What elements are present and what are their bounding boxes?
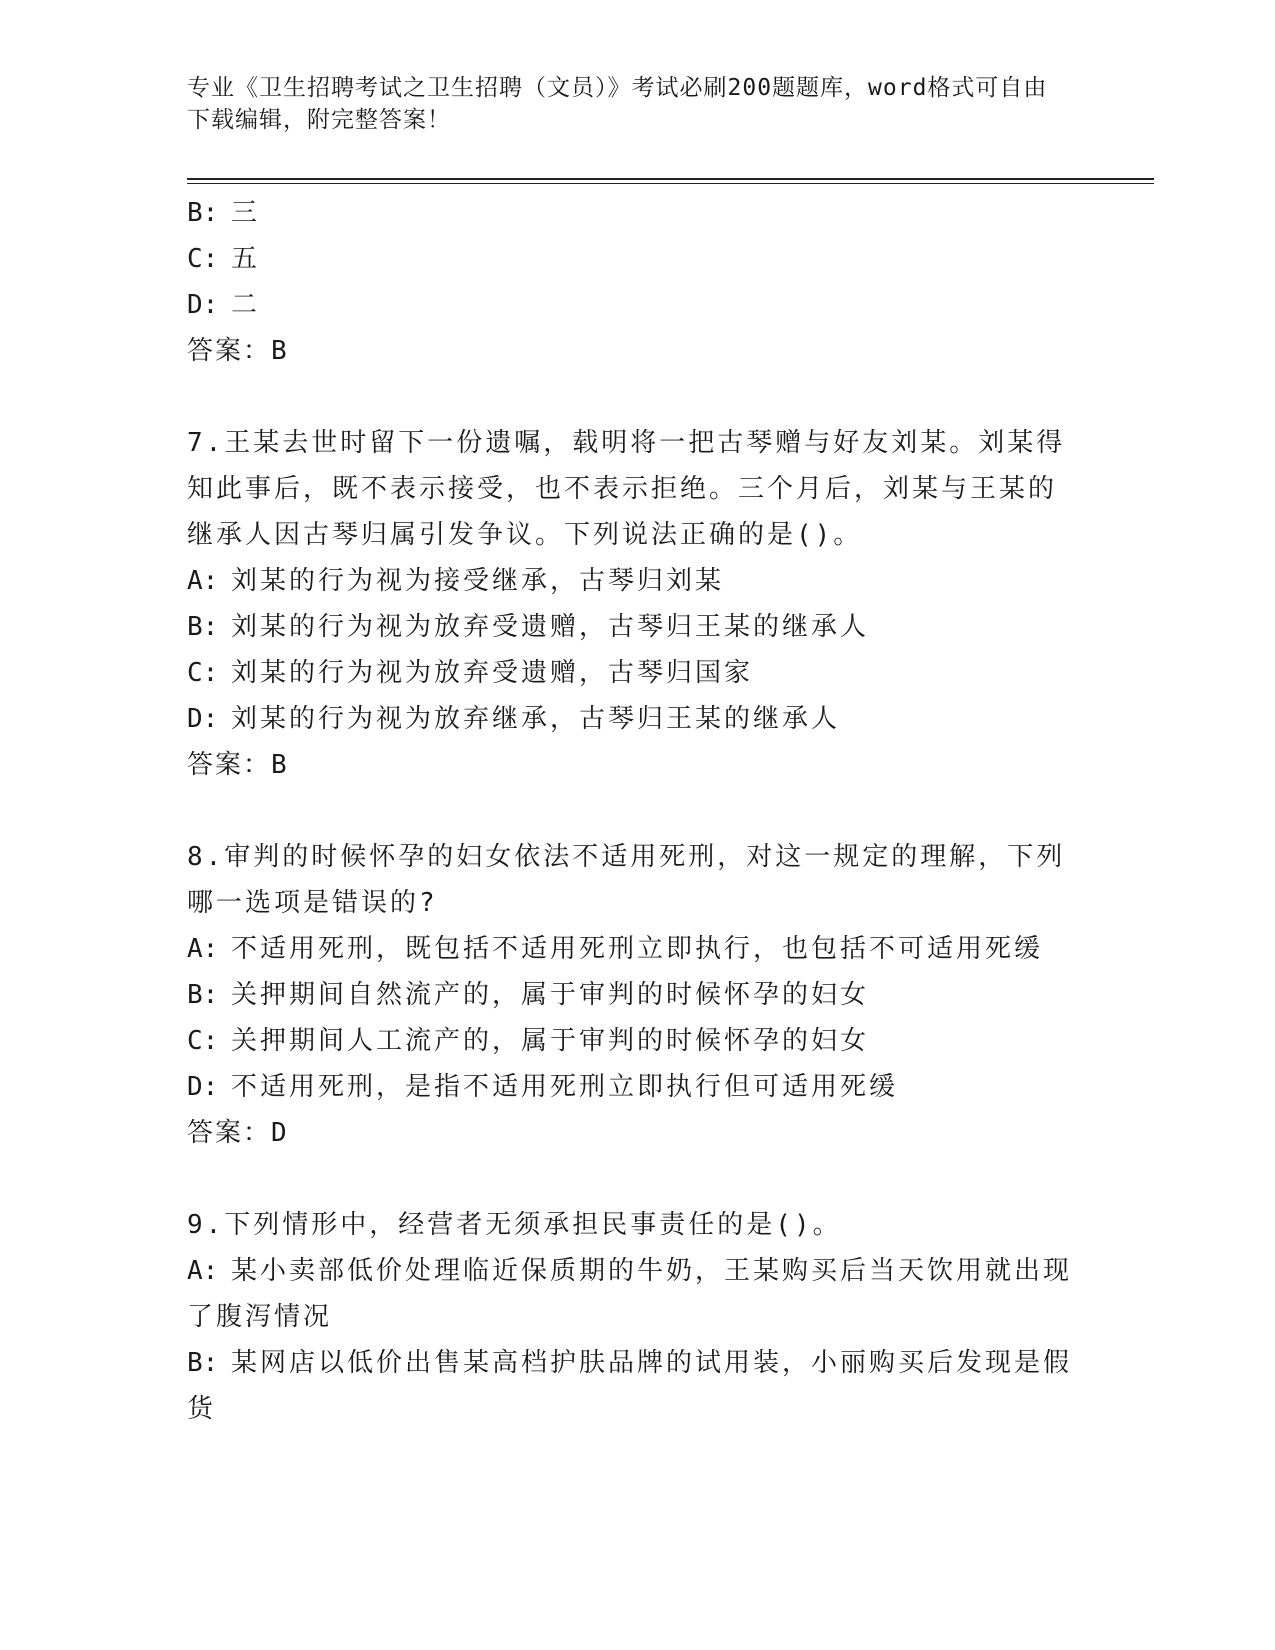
answer-line: 答案：B	[187, 336, 289, 366]
question-stem-line: 继承人因古琴归属引发争议。下列说法正确的是()。	[187, 520, 863, 550]
option-letter: D:	[187, 1072, 219, 1102]
option-a-continued: 了腹泻情况	[187, 1302, 333, 1332]
option-letter: A:	[187, 566, 219, 596]
option-text: 某网店以低价出售某高档护肤品牌的试用装，小丽购买后发现是假	[231, 1348, 1073, 1378]
option-letter: D:	[187, 704, 219, 734]
answer-line: 答案：D	[187, 1118, 289, 1148]
option-b	[187, 972, 1077, 1018]
option-letter: B:	[187, 612, 219, 642]
answer-line: 答案：B	[187, 750, 289, 780]
option-c	[187, 650, 1077, 696]
option-letter: B:	[187, 980, 219, 1010]
option-text: 刘某的行为视为放弃受遗赠，古琴归王某的继承人	[231, 612, 870, 642]
option-letter: D:	[187, 290, 219, 320]
option-text: 五	[231, 244, 261, 274]
question-8	[187, 834, 1077, 1156]
option-text: 刘某的行为视为放弃继承，古琴归王某的继承人	[231, 704, 841, 734]
option-b	[187, 604, 1077, 650]
header-rule-thick	[187, 178, 1154, 180]
question-stem-line: 8.审判的时候怀孕的妇女依法不适用死刑，对这一规定的理解，下列	[187, 842, 1066, 872]
option-text: 关押期间人工流产的，属于审判的时候怀孕的妇女	[231, 1026, 870, 1056]
option-letter: A:	[187, 1256, 219, 1286]
option-text: 刘某的行为视为接受继承，古琴归刘某	[231, 566, 725, 596]
option-text: 某小卖部低价处理临近保质期的牛奶，王某购买后当天饮用就出现	[231, 1256, 1073, 1286]
option-a	[187, 1248, 1077, 1294]
option-letter: B:	[187, 1348, 219, 1378]
option-c	[187, 1018, 1077, 1064]
question-9	[187, 1202, 1077, 1432]
option-c	[187, 236, 1077, 282]
header-rule-thin	[187, 183, 1154, 184]
option-a	[187, 926, 1077, 972]
question-stem-line: 哪一选项是错误的?	[187, 888, 438, 918]
question-7	[187, 420, 1077, 788]
option-text: 不适用死刑，既包括不适用死刑立即执行，也包括不可适用死缓	[231, 934, 1044, 964]
spacer	[187, 1156, 1077, 1202]
question-stem-line: 知此事后，既不表示接受，也不表示拒绝。三个月后，刘某与王某的	[187, 474, 1058, 504]
option-a	[187, 558, 1077, 604]
option-text: 刘某的行为视为放弃受遗赠，古琴归国家	[231, 658, 754, 688]
option-text: 二	[231, 290, 261, 320]
document-header	[187, 72, 1067, 136]
option-d	[187, 1064, 1077, 1110]
option-text: 不适用死刑，是指不适用死刑立即执行但可适用死缓	[231, 1072, 899, 1102]
option-text: 三	[231, 198, 261, 228]
prev-question-block	[187, 190, 1077, 374]
spacer	[187, 788, 1077, 834]
option-b	[187, 190, 1077, 236]
option-letter: C:	[187, 1026, 219, 1056]
spacer	[187, 374, 1077, 420]
header-title: 专业《卫生招聘考试之卫生招聘（文员）》考试必刷200题题库，word格式可自由下载编辑，附完整答案！	[187, 75, 1048, 133]
option-letter: C:	[187, 658, 219, 688]
option-b-continued: 货	[187, 1394, 217, 1424]
option-text: 关押期间自然流产的，属于审判的时候怀孕的妇女	[231, 980, 870, 1010]
document-body	[187, 190, 1077, 1432]
option-letter: B:	[187, 198, 219, 228]
option-d	[187, 282, 1077, 328]
option-b	[187, 1340, 1077, 1386]
question-stem-line: 9.下列情形中，经营者无须承担民事责任的是()。	[187, 1210, 842, 1240]
option-letter: C:	[187, 244, 219, 274]
question-stem-line: 7.王某去世时留下一份遗嘱，载明将一把古琴赠与好友刘某。刘某得	[187, 428, 1066, 458]
option-letter: A:	[187, 934, 219, 964]
option-d	[187, 696, 1077, 742]
